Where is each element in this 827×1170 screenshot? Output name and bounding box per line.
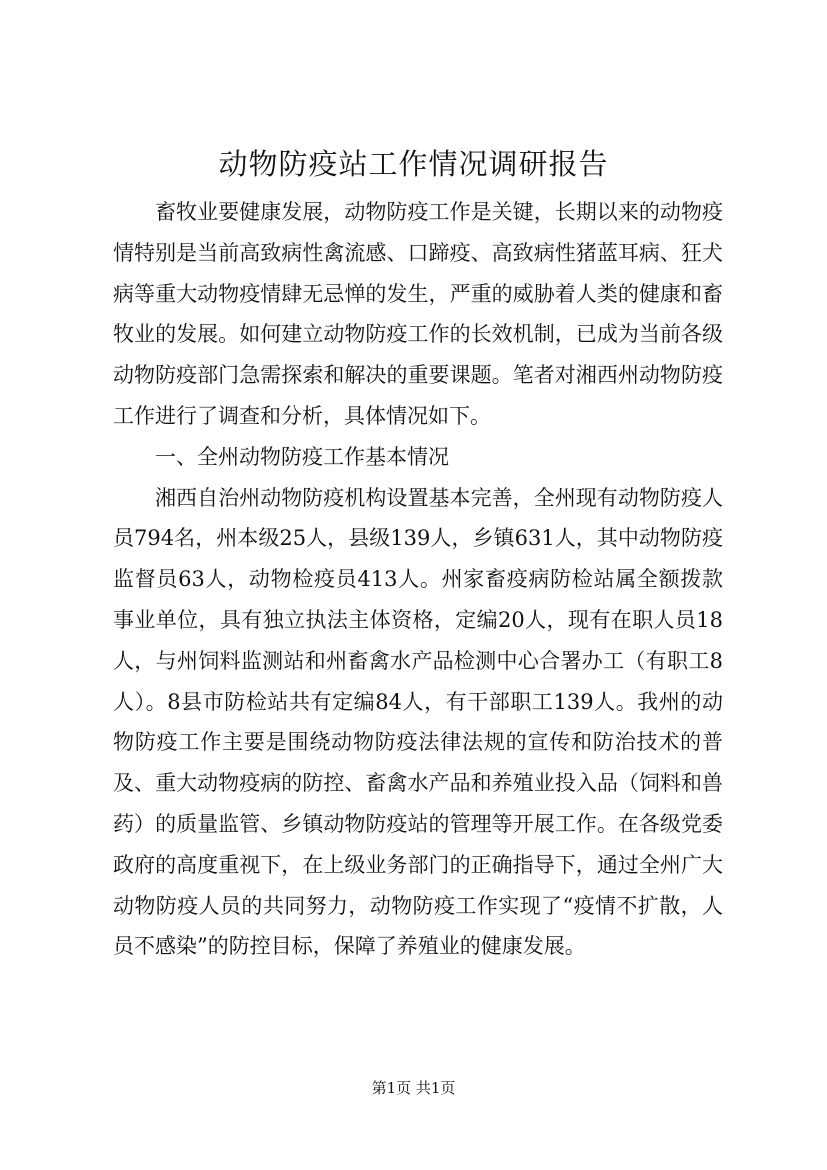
paragraph-basic-situation: 湘西自治州动物防疫机构设置基本完善，全州现有动物防疫人员794名，州本级25人，县级139人，乡镇631人，其中动物防疫监督员63人，动物检疫员413人。州家畜疫病防检站属全额拨款事业单位，具有独立执法主体资格，定编20人，现有在职人员18人，与州饲料监测站和州畜禽水产品检测中心合署办工（有职工8人）。8县市防检站共有定编84人，有干部职工139人。我州的动物防疫工作主要是围绕动物防疫法律法规的宣传和防治技术的普及、重大动物疫病的防控、畜禽水产品和养殖业投入品（饲料和兽药）的质量监管、乡镇动物防疫站的管理等开展工作。在各级党委政府的高度重视下，在上级业务部门的正确指导下，通过全州广大动物防疫人员的共同努力，动物防疫工作实现了“疫情不扩散，人员不感染”的防控目标，保障了养殖业的健康发展。 (113, 485, 723, 959)
document-title: 动物防疫站工作情况调研报告 (218, 147, 609, 181)
document-body (113, 192, 723, 967)
page-number-footer: 第1页 共1页 (371, 1079, 456, 1097)
section-heading: 一、全州动物防疫工作基本情况 (155, 444, 449, 469)
paragraph-intro: 畜牧业要健康发展，动物防疫工作是关键，长期以来的动物疫情特别是当前高致病性禽流感、口蹄疫、高致病性猪蓝耳病、狂犬病等重大动物疫情肆无忌惮的发生，严重的威胁着人类的健康和畜牧业的发展。如何建立动物防疫工作的长效机制，已成为当前各级动物防疫部门急需探索和解决的重要课题。笔者对湘西州动物防疫工作进行了调查和分析，具体情况如下。 (113, 200, 723, 428)
